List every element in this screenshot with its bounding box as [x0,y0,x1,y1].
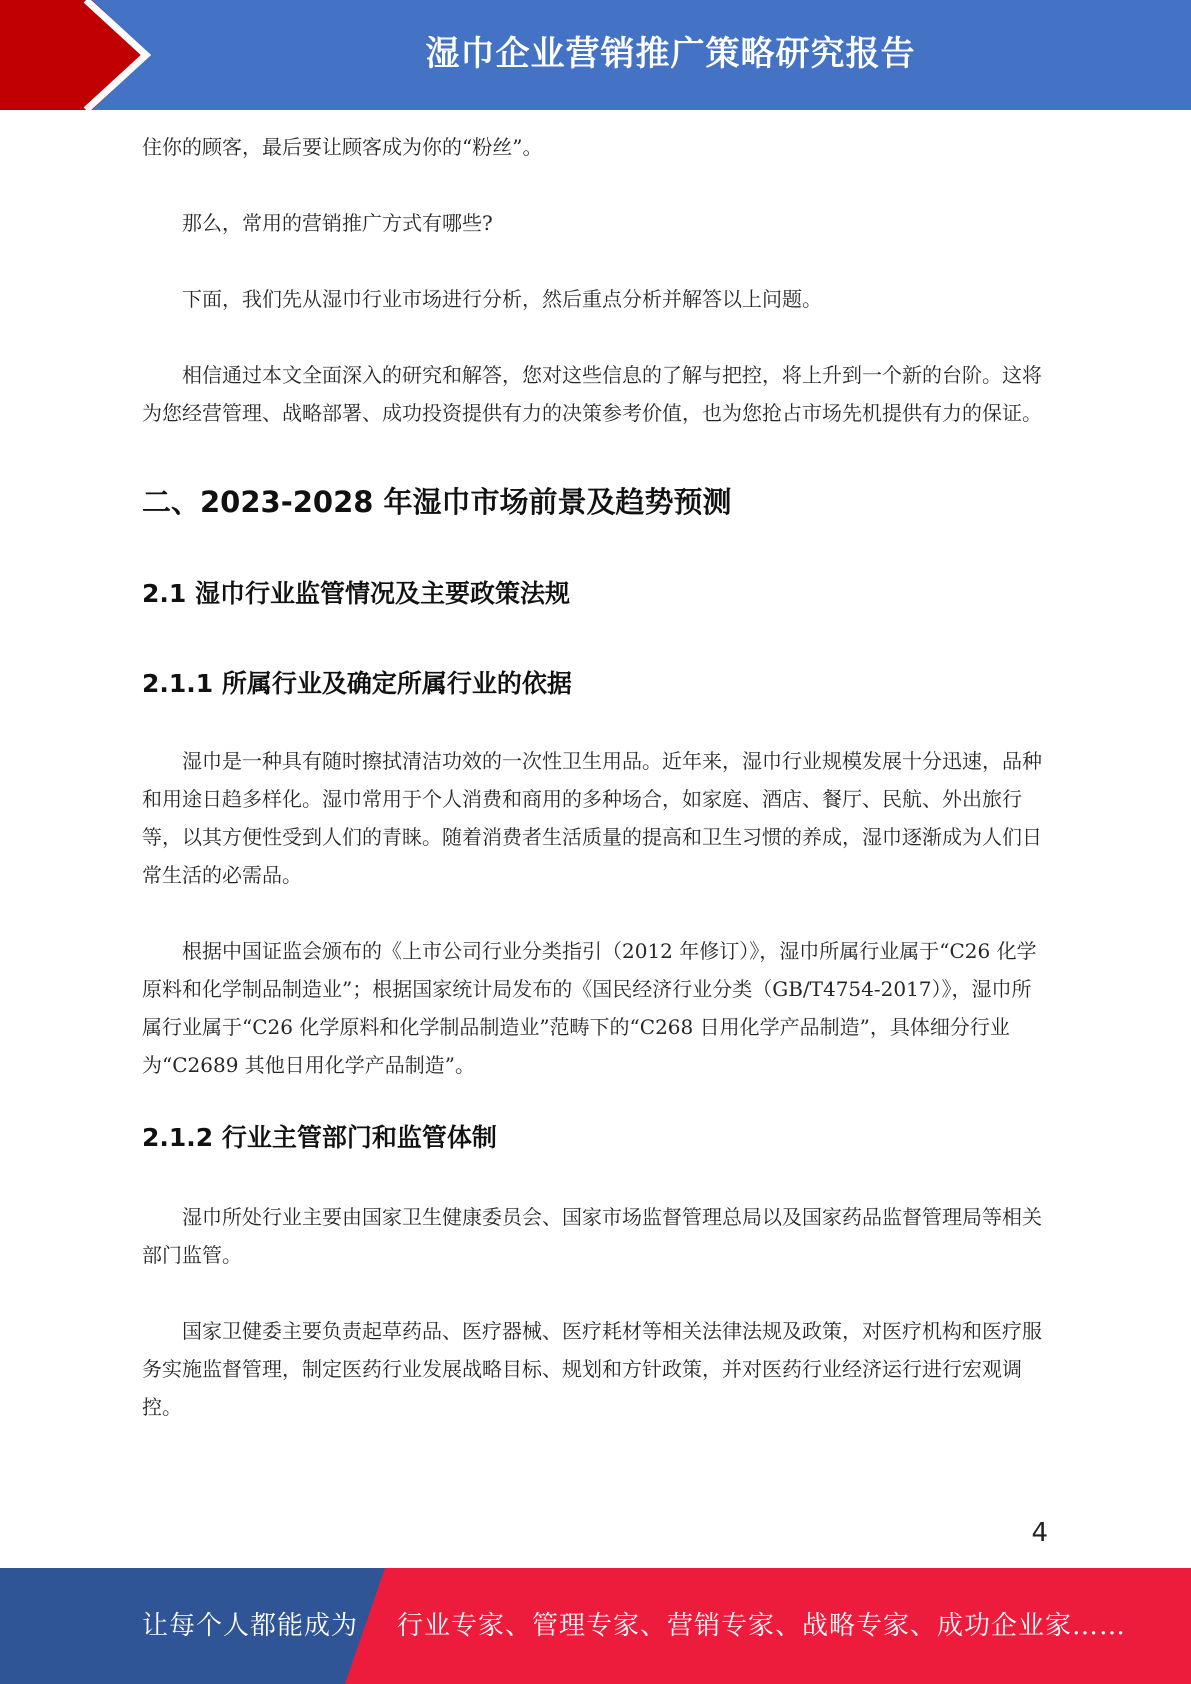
document-body [142,128,1047,1426]
subsection-heading: 2.1.1 所属行业及确定所属行业的依据 [142,669,572,698]
section-heading: 二、2023-2028 年湿巾市场前景及趋势预测 [142,485,732,519]
subsection-heading: 2.1.2 行业主管部门和监管体制 [142,1123,497,1152]
page-footer [0,1568,1191,1684]
footer-slogan-left: 让每个人都能成为 [142,1611,359,1641]
header-arrow-decoration [0,0,160,110]
paragraph: 相信通过本文全面深入的研究和解答，您对这些信息的了解与把控，将上升到一个新的台阶。这将为您经营管理、战略部署、成功投资提供有力的决策参考价值，也为您抢占市场先机提供有力的保证。 [142,363,1042,425]
header-arrow-shape [0,0,150,110]
footer-slogan-right: 行业专家、管理专家、营销专家、战略专家、成功企业家…… [397,1611,1127,1641]
page-number: 4 [1031,1518,1048,1548]
paragraph: 住你的顾客，最后要让顾客成为你的“粉丝”。 [142,135,543,159]
paragraph: 湿巾是一种具有随时擦拭清洁功效的一次性卫生用品。近年来，湿巾行业规模发展十分迅速，品种和用途日趋多样化。湿巾常用于个人消费和商用的多种场合，如家庭、酒店、餐厅、民航、外出旅行等，以其方便性受到人们的青睐。随着消费者生活质量的提高和卫生习惯的养成，湿巾逐渐成为人们日常生活的必需品。 [142,749,1042,887]
paragraph: 下面，我们先从湿巾行业市场进行分析，然后重点分析并解答以上问题。 [182,287,822,311]
paragraph: 根据中国证监会颁布的《上市公司行业分类指引（2012 年修订）》，湿巾所属行业属于“C26 化学原料和化学制品制造业”；根据国家统计局发布的《国民经济行业分类（GB/T4754-2017）》，湿巾所属行业属于“C26 化学原料和化学制品制造业”范畴下的“C268 日用化学产品制造”，具体细分行业为“C2689 其他日用化学产品制造”。 [142,939,1037,1077]
report-title: 湿巾企业营销推广策略研究报告 [425,34,916,74]
subsection-heading: 2.1 湿巾行业监管情况及主要政策法规 [142,579,570,608]
paragraph: 国家卫健委主要负责起草药品、医疗器械、医疗耗材等相关法律法规及政策，对医疗机构和医疗服务实施监督管理，制定医药行业发展战略目标、规划和方针政策，并对医药行业经济运行进行宏观调控。 [142,1319,1042,1419]
paragraph: 那么，常用的营销推广方式有哪些? [182,211,493,235]
paragraph: 湿巾所处行业主要由国家卫生健康委员会、国家市场监督管理总局以及国家药品监督管理局等相关部门监管。 [142,1205,1042,1267]
page-header [0,0,1191,110]
